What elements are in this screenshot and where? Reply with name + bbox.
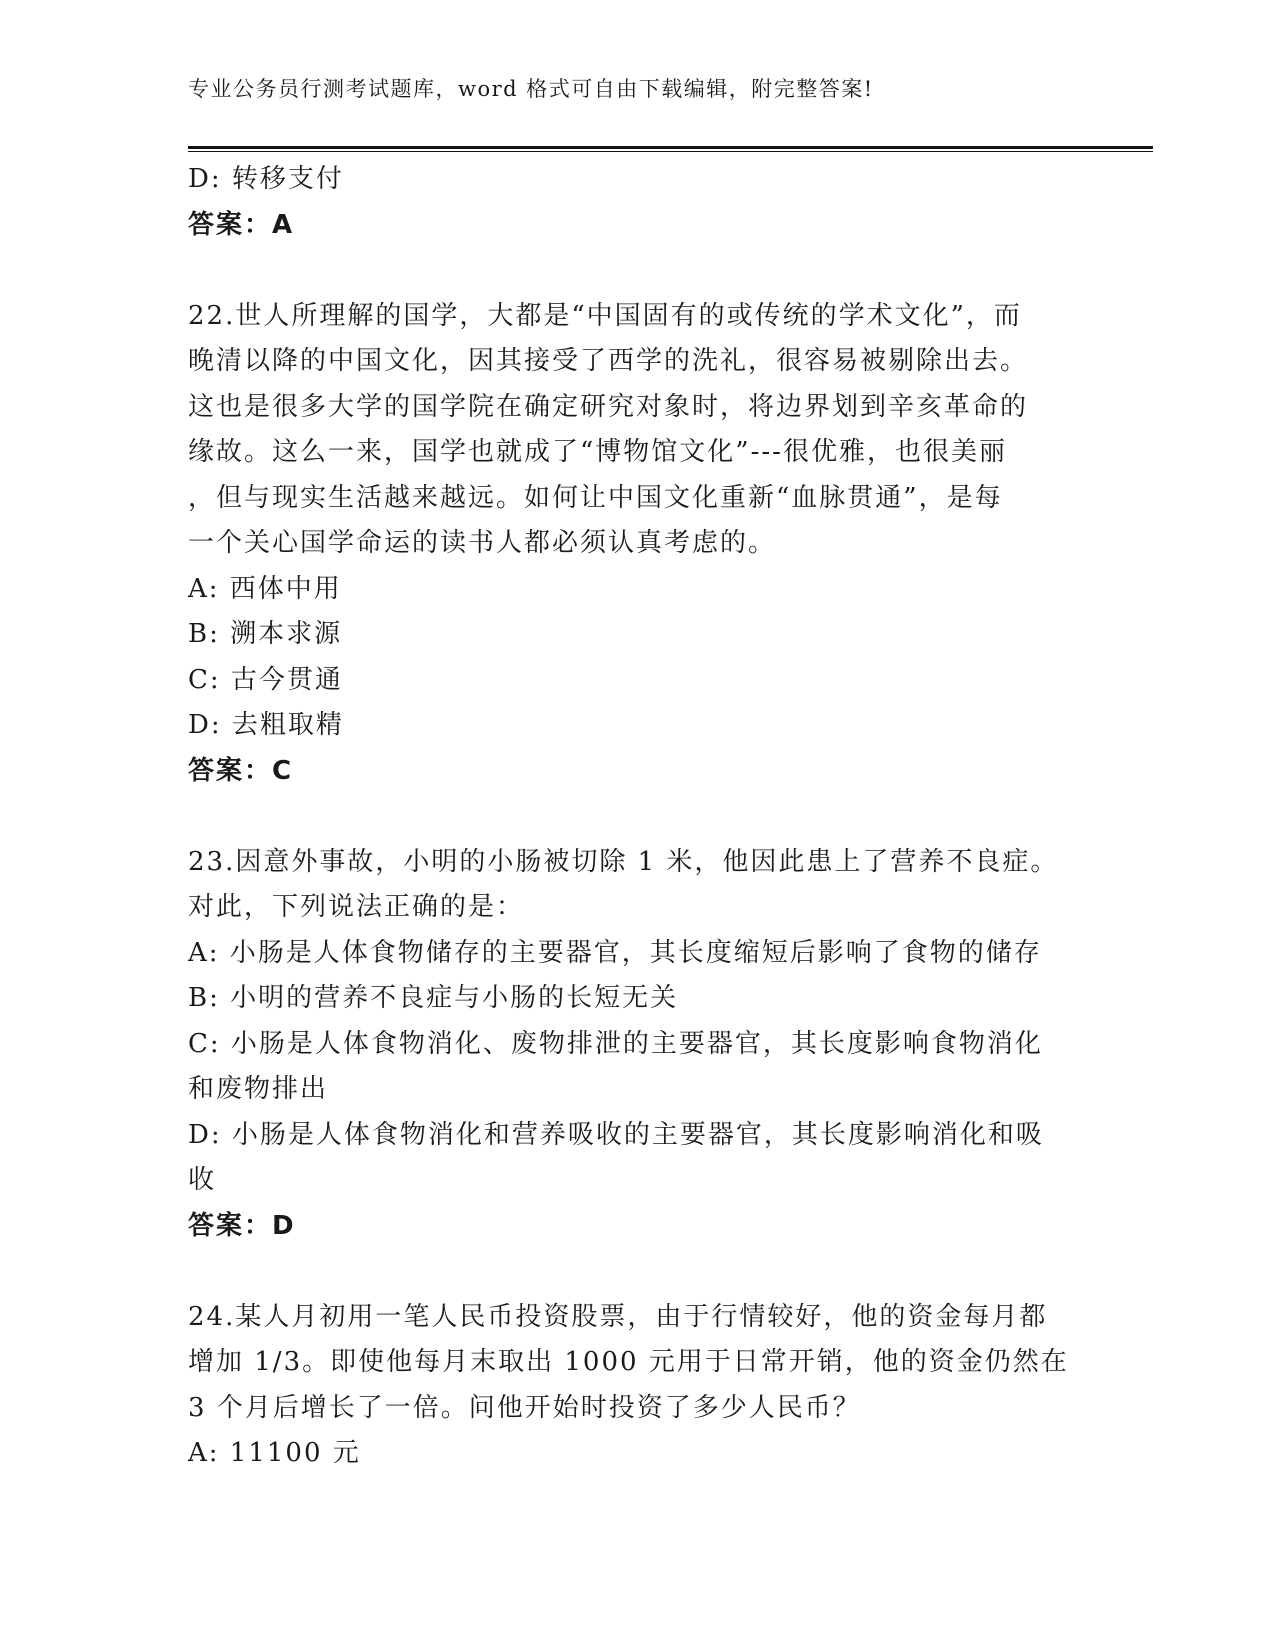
- question-22-line: 22.世人所理解的国学，大都是“中国固有的或传统的学术文化”，而: [188, 300, 1022, 331]
- option-a-q23: A: 小肠是人体食物储存的主要器官，其长度缩短后影响了食物的储存: [188, 937, 1042, 968]
- header-rule-thick: [188, 146, 1153, 149]
- question-22-line: ，但与现实生活越来越远。如何让中国文化重新“血脉贯通”，是每: [188, 482, 1003, 513]
- option-a-q22: A: 西体中用: [188, 573, 342, 604]
- answer-q23: 答案：D: [188, 1210, 296, 1241]
- question-22-line: 缘故。这么一来，国学也就成了“博物馆文化”---很优雅，也很美丽: [188, 437, 1007, 467]
- option-c-q23-cont: 和废物排出: [188, 1074, 329, 1104]
- option-a-q24: A: 11100 元: [188, 1438, 361, 1468]
- option-c-q22: C: 古今贯通: [188, 664, 343, 695]
- option-d-q23-cont: 收: [188, 1165, 217, 1195]
- option-b-q23: B: 小明的营养不良症与小肠的长短无关: [188, 983, 679, 1013]
- question-22-line: 一个关心国学命运的读书人都必须认真考虑的。: [188, 528, 777, 558]
- paragraph-gap: [188, 248, 1068, 294]
- question-24-line: 增加 1/3。即使他每月末取出 1000 元用于日常开销，他的资金仍然在: [188, 1347, 1069, 1377]
- paragraph-gap: [188, 794, 1068, 840]
- answer-q22: 答案：C: [188, 755, 294, 786]
- document-body: [188, 157, 1068, 1477]
- answer-q21: 答案：A: [188, 209, 295, 240]
- option-d-q21: D: 转移支付: [188, 164, 344, 194]
- option-b-q22: B: 溯本求源: [188, 619, 343, 649]
- question-24-line: 3 个月后增长了一倍。问他开始时投资了多少人民币？: [188, 1392, 861, 1423]
- question-23-line: 对此，下列说法正确的是：: [188, 892, 525, 922]
- option-d-q22: D: 去粗取精: [188, 710, 344, 740]
- paragraph-gap: [188, 1249, 1068, 1295]
- question-22-line: 晚清以降的中国文化，因其接受了西学的洗礼，很容易被剔除出去。: [188, 346, 1029, 376]
- question-22-line: 这也是很多大学的国学院在确定研究对象时，将边界划到辛亥革命的: [188, 391, 1029, 422]
- header-rule-thin: [188, 151, 1153, 152]
- question-24-line: 24.某人月初用一笔人民币投资股票，由于行情较好，他的资金每月都: [188, 1301, 1048, 1332]
- page-header: 专业公务员行测考试题库，word 格式可自由下载编辑，附完整答案!: [188, 77, 874, 101]
- question-23-line: 23.因意外事故，小明的小肠被切除 1 米，他因此患上了营养不良症。: [188, 846, 1059, 877]
- option-c-q23: C: 小肠是人体食物消化、废物排泄的主要器官，其长度影响食物消化: [188, 1028, 1043, 1059]
- option-d-q23: D: 小肠是人体食物消化和营养吸收的主要器官，其长度影响消化和吸: [188, 1119, 1044, 1150]
